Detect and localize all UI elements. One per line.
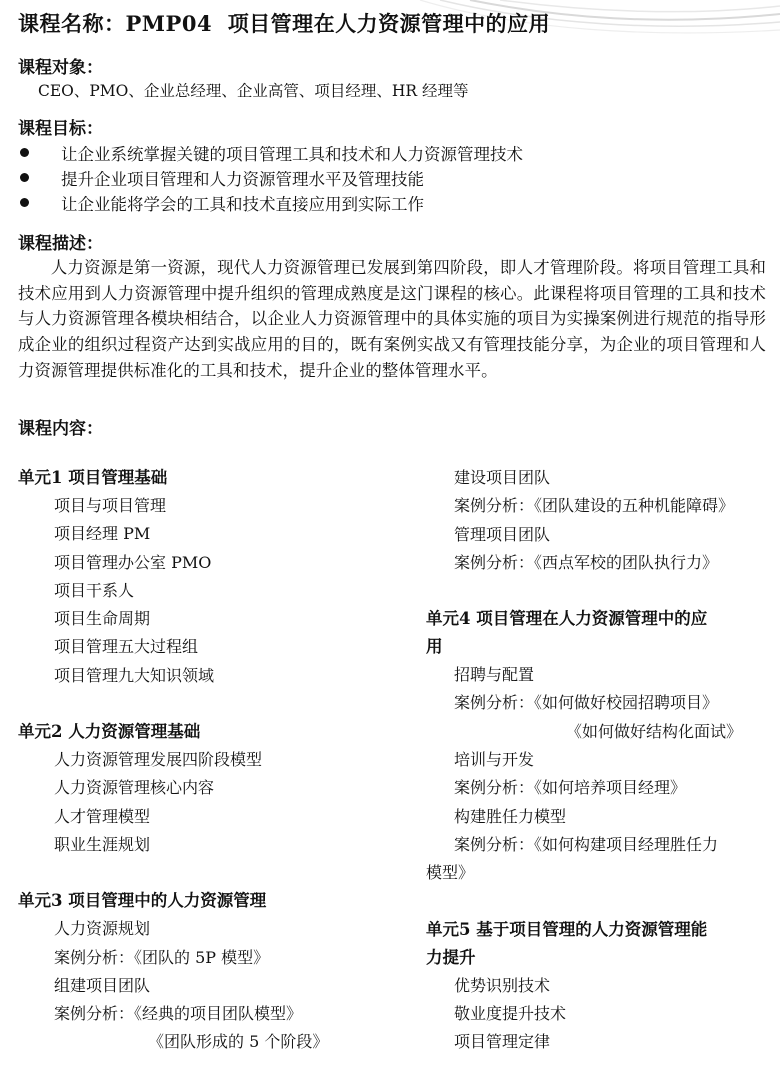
unit-4-item: 构建胜任力模型 <box>454 806 567 826</box>
unit-4-title-cont: 用 <box>426 637 443 657</box>
unit-4-case-cont: 模型》 <box>426 863 475 883</box>
bullet-icon <box>20 148 29 157</box>
unit-1-item: 项目管理五大过程组 <box>54 637 199 657</box>
audience-text: CEO、PMO、企业总经理、企业高管、项目经理、HR 经理等 <box>38 82 469 100</box>
bullet-icon <box>20 173 29 182</box>
course-title <box>18 8 550 38</box>
unit-1-item: 项目与项目管理 <box>54 496 167 515</box>
unit-4-item: 招聘与配置 <box>454 665 535 685</box>
unit-1-item: 项目经理 PM <box>54 524 151 544</box>
unit-1-item: 项目干系人 <box>54 580 135 600</box>
unit-1-item: 项目管理九大知识领域 <box>54 665 215 685</box>
unit-5-item: 项目管理定律 <box>454 1032 551 1052</box>
unit-2-item: 职业生涯规划 <box>54 834 151 854</box>
unit-3-item: 管理项目团队 <box>454 524 551 544</box>
goals-heading: 课程目标： <box>18 119 103 139</box>
course-title-prefix: 课程名称： <box>18 12 126 36</box>
unit-2-item: 人力资源管理发展四阶段模型 <box>54 750 263 770</box>
unit-3-case: 案例分析：《西点军校的团队执行力》 <box>454 552 719 572</box>
content-left-column <box>18 464 408 1057</box>
goal-item: 提升企业项目管理和人力资源管理水平及管理技能 <box>16 165 756 190</box>
unit-3-title: 单元3 项目管理中的人力资源管理 <box>18 891 267 911</box>
unit-2-title: 单元2 人力资源管理基础 <box>18 722 201 742</box>
unit-3-case: 《团队形成的 5 个阶段》 <box>148 1032 329 1052</box>
content-right-column <box>426 464 771 1056</box>
unit-4-title: 单元4 项目管理在人力资源管理中的应 <box>426 609 708 629</box>
unit-1-title: 单元1 项目管理基础 <box>18 468 168 487</box>
unit-2-item: 人力资源管理核心内容 <box>54 778 215 798</box>
unit-5-item: 敬业度提升技术 <box>454 1003 567 1023</box>
unit-3-case: 案例分析：《经典的项目团队模型》 <box>54 1004 303 1024</box>
unit-3-case: 案例分析：《团队建设的五种机能障碍》 <box>454 496 735 516</box>
goal-item: 让企业系统掌握关键的项目管理工具和技术和人力资源管理技术 <box>16 140 756 165</box>
unit-1-item: 项目生命周期 <box>54 609 151 629</box>
audience-heading: 课程对象： <box>18 58 103 78</box>
description-heading: 课程描述： <box>18 234 103 254</box>
unit-4-case: 《如何做好结构化面试》 <box>566 721 743 741</box>
unit-2-item: 人才管理模型 <box>54 806 151 826</box>
course-name: 项目管理在人力资源管理中的应用 <box>227 11 551 36</box>
unit-3-case: 案例分析：《团队的 5P 模型》 <box>54 947 270 967</box>
unit-1-item: 项目管理办公室 PMO <box>54 552 212 572</box>
unit-3-item: 组建项目团队 <box>54 975 151 995</box>
course-code: PMP04 <box>125 11 213 36</box>
unit-3-item: 人力资源规划 <box>54 919 151 939</box>
bullet-icon <box>20 198 29 207</box>
unit-5-title-cont: 力提升 <box>426 947 476 967</box>
unit-4-case: 案例分析：《如何做好校园招聘项目》 <box>454 693 719 713</box>
unit-3-item: 建设项目团队 <box>454 468 551 487</box>
unit-5-title: 单元5 基于项目管理的人力资源管理能 <box>426 919 708 939</box>
unit-4-case: 案例分析：《如何培养项目经理》 <box>454 778 687 798</box>
goals-list <box>16 140 756 215</box>
unit-4-item: 培训与开发 <box>454 750 535 770</box>
description-text: 人力资源是第一资源，现代人力资源管理已发展到第四阶段，即人才管理阶段。将项目管理工具和技术应用到人力资源管理中提升组织的管理成熟度是这门课程的核心。此课程将项目管理的工具和技术与人力资源管理各模块相结合，以企业人力资源管理中的具体实施的项目为实操案例进行规范的指导形成企业的组织过程资产达到实战应用的目的，既有案例实战又有管理技能分享，为企业的项目管理和人力资源管理提供标准化的工具和技术，提升企业的整体管理水平。 <box>18 258 766 380</box>
unit-5-item: 优势识别技术 <box>454 975 551 995</box>
content-heading: 课程内容： <box>18 419 103 439</box>
goal-item: 让企业能将学会的工具和技术直接应用到实际工作 <box>16 190 756 215</box>
unit-4-case: 案例分析：《如何构建项目经理胜任力 <box>454 834 719 854</box>
